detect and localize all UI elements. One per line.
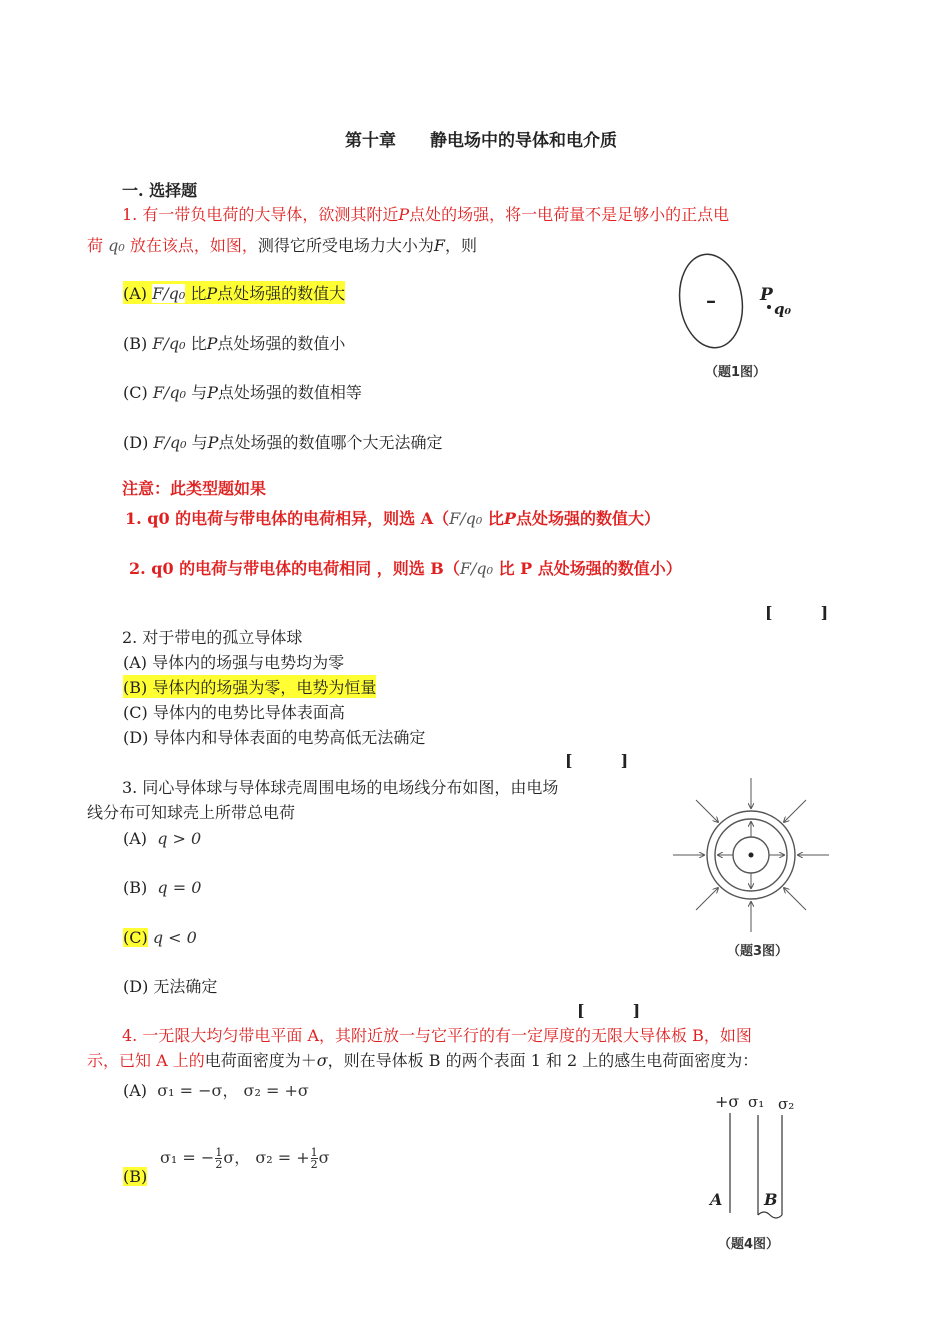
fraction-half-2: $\frac{1}{2}$ <box>310 1146 318 1171</box>
q1-option-b[interactable]: (B) F/q₀ 比P点处场强的数值小 <box>123 334 346 353</box>
q4-figure <box>700 1085 810 1230</box>
answer-bracket-q1[interactable]: [ ] <box>765 603 829 622</box>
note-line-2: 2. q0 的电荷与带电体的电荷相同 ，则选 B（F/q₀ 比 P 点处场强的数值小） <box>129 559 682 578</box>
q3-option-c[interactable]: (C) q < 0 <box>123 928 197 947</box>
center-charge-dot <box>749 853 754 858</box>
surface-2-label: σ₂ <box>778 1095 795 1113</box>
section-heading: 一. 选择题 <box>122 181 198 200</box>
q1-figure-caption: （题1图） <box>705 365 767 380</box>
q4-stem-line2: 示，已知 A 上的电荷面密度为＋σ，则在导体板 B 的两个表面 1 和 2 上的感生电荷面密度为： <box>87 1051 759 1070</box>
negative-charge-sign: – <box>706 288 716 312</box>
surface-1-label: σ₁ <box>748 1093 765 1111</box>
q3-stem-line1: 3. 同心导体球与导体球壳周围电场的电场线分布如图，由电场 <box>122 778 559 797</box>
q2-option-b[interactable]: (B) 导体内的场强为零，电势为恒量 <box>123 675 376 698</box>
plane-a-label: A <box>710 1190 723 1209</box>
q4-figure-caption: （题4图） <box>718 1237 780 1252</box>
q2-option-d[interactable]: (D) 导体内和导体表面的电势高低无法确定 <box>123 728 426 747</box>
answer-bracket-q2[interactable]: [ ] <box>565 751 629 770</box>
plate-b-label: B <box>764 1190 778 1209</box>
q3-option-d[interactable]: (D) 无法确定 <box>123 977 218 996</box>
q4-option-b[interactable]: (B) <box>123 1167 148 1186</box>
q1-option-d[interactable]: (D) F/q₀ 与P点处场强的数值哪个大无法确定 <box>123 433 443 452</box>
q3-figure-caption: （题3图） <box>727 944 789 959</box>
point-p-label: P <box>760 285 773 305</box>
q3-option-b[interactable]: (B) q = 0 <box>123 878 202 897</box>
q2-stem: 2. 对于带电的孤立导体球 <box>122 628 303 647</box>
page-title: 第十章 静电场中的导体和电介质 <box>345 131 617 151</box>
q2-option-c[interactable]: (C) 导体内的电势比导体表面高 <box>123 703 345 722</box>
fraction-half-1: $\frac{1}{2}$ <box>215 1146 223 1171</box>
note-line-1: 1. q0 的电荷与带电体的电荷相异，则选 A（F/q₀ 比P点处场强的数值大） <box>125 509 660 528</box>
q3-stem-line2: 线分布可知球壳上所带总电荷 <box>87 803 296 822</box>
charge-q0-label: q₀ <box>774 300 792 318</box>
plane-a-charge-label: +σ <box>715 1092 740 1111</box>
point-p-dot <box>767 305 771 309</box>
q4-option-b-formula: σ₁ = − $\frac{1}{2}$ σ， σ₂ = + $\frac{1}{2}$ σ <box>160 1146 330 1171</box>
note-title: 注意：此类型题如果 <box>122 479 267 498</box>
q3-option-a[interactable]: (A) q > 0 <box>123 829 202 848</box>
q1-stem-line1: 1. 有一带负电荷的大导体，欲测其附近P点处的场强，将一电荷量不是足够小的正点电 <box>122 205 730 224</box>
q1-option-c[interactable]: (C) F/q₀ 与P点处场强的数值相等 <box>123 383 362 402</box>
plate-b-break-mark <box>758 1212 782 1218</box>
q1-option-a[interactable]: (A) F/q₀ 比P点处场强的数值大 <box>123 281 345 304</box>
q1-stem-line2: 荷 q₀ 放在该点，如图，测得它所受电场力大小为F，则 <box>87 236 478 255</box>
q2-option-a[interactable]: (A) 导体内的场强与电势均为零 <box>123 653 345 672</box>
answer-bracket-q3[interactable]: [ ] <box>577 1001 641 1020</box>
q4-option-a[interactable]: (A) σ₁ = −σ， σ₂ = +σ <box>123 1081 309 1100</box>
q4-stem-line1: 4. 一无限大均匀带电平面 A，其附近放一与它平行的有一定厚度的无限大导体板 B，如图 <box>122 1026 752 1045</box>
q3-figure <box>668 770 838 940</box>
